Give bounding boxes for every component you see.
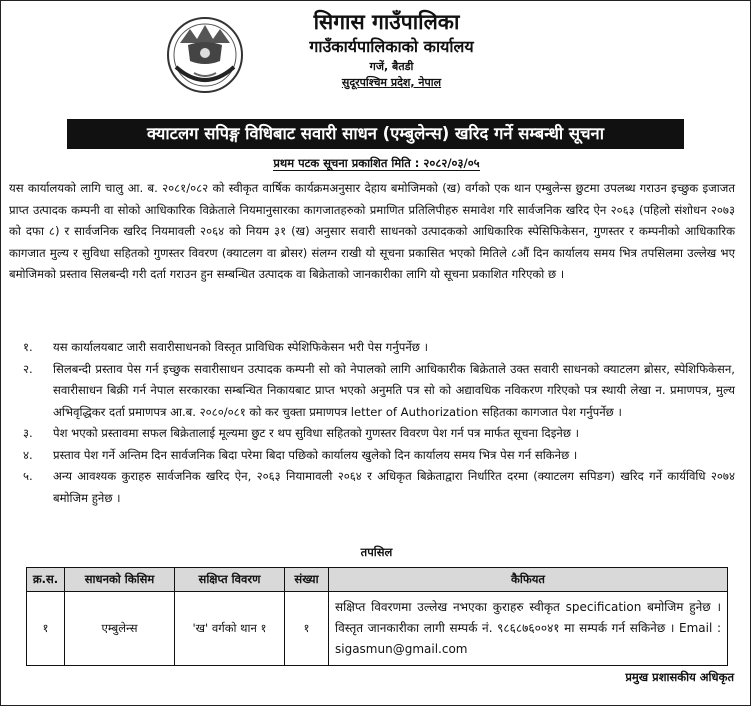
term-number: ३. [23,426,33,440]
cell-sn: १ [27,592,65,666]
publication-date [1,156,751,171]
term-number: ४. [23,447,33,462]
term-item [9,445,735,467]
term-text: सिलबन्दी प्रस्ताव पेस गर्न इच्छुक सवारीसाधन उत्पादक कम्पनी सो को नेपालको लागि आधिकारीक बिक्रेताले उक्त सवारी साधनको क्याटलग ब्रोसर, स्पेशिफिकेसन, सवारीसाधन बिक्री गर्न नेपाल सरकारका सम्बन्धित निकायबाट प्राप्त भएको अनुमति पत्र सो को अद्यावधिक नविकरण गरिएको पत्र स्थायी लेखा न. प्रमाणपत्र, मुल्य अभिवृद्धिकर दर्ता प्रमाणपत्र आ.ब. २०८०/०८१ को कर चुक्ता प्रमाणपत्र letter of Authorization सहितका कागजात पेश गर्नुपर्नेछ । [53,361,735,419]
term-text: पेश भएको प्रस्तावमा सफल बिक्रेतालाई मूल्यमा छुट र थप सुविधा सहितको गुणस्तर विवरण पेश गर्न पत्र मार्फत सूचना दिइनेछ । [53,426,580,440]
header-sn: क्र.स. [27,568,65,592]
header-quantity: संख्या [285,568,329,592]
term-number: ५. [23,469,33,483]
letterhead [1,9,751,91]
term-item [9,466,735,509]
schedule-table [26,567,728,666]
municipality-name: सिगास गाउँपालिका [313,10,460,34]
term-item [9,359,735,424]
term-number: २. [23,361,33,376]
term-text: यस कार्यालयबाट जारी सवारीसाधनको विस्तृत प्राविधिक स्पेशिफिकेसन भरी पेस गर्नुपर्नेछ । [53,340,428,354]
term-item [9,337,735,359]
term-text: प्रस्ताव पेश गर्ने अन्तिम दिन सार्वजनिक बिदा परेमा बिदा पछिको कार्यालय खुलेको दिन कार्यालय समय भित्र पेस गर्न सकिनेछ । [53,447,578,462]
term-number: १. [23,340,33,354]
publication-date-text: प्रथम पटक सूचना प्रकाशित मिति : २०८२/०३/०५ [273,156,480,170]
schedule-caption: तपसिल [360,545,393,559]
signoff-title: प्रमुख प्रशासकीय अधिकृत [625,670,734,684]
cell-quantity: १ [285,592,329,666]
table-row [27,592,728,666]
office-name: गाउँकार्यपालिकाको कार्यालय [309,37,474,56]
table-header-row [27,568,728,592]
office-province: सुदूरपश्चिम प्रदेश, नेपाल [341,76,442,89]
notice-title-banner: क्याटलग सपिङ्ग विधिबाट सवारी साधन (एम्बुलेन्स) खरिद गर्ने सम्बन्धी सूचना [67,119,684,149]
header-remarks: कैफियत [329,568,728,592]
term-text: अन्य आवश्यक कुराहरु सार्वजनिक खरिद ऐन, २०६३ नियामावली २०६४ र अधिकृत बिक्रेताद्वारा निर्धारित दरमा (क्याटलग सपिङग) खरिद गर्ने कार्यविधि २०७४ बमोजिम हुनेछ । [53,469,735,505]
header-description: सक्षिप्त विवरण [175,568,285,592]
office-place: गजें, बैतडी [369,60,414,73]
cell-type: एम्बुलेन्स [65,592,175,666]
term-item [9,423,735,445]
terms-list [9,337,735,509]
cell-description: 'ख' वर्गको थान १ [175,592,285,666]
intro-paragraph: यस कार्यालयको लागि चालु आ. ब. २०८१/०८२ को स्वीकृत वार्षिक कार्यक्रमअनुसार देहाय बमोजिमको (ख) वर्गको एक थान एम्बुलेन्स छुटमा उपलब्ध गराउन इच्छुक इजाजत प्राप्त उत्पादक कम्पनी वा सोको आधिकारिक विक्रेताले नियमानुसारका कागजातहरुको प्रमाणित प्रतिलिपीहरु समावेश गरि सार्वजनिक खरिद ऐन २०६३ (पहिलो संशोधन २०७३ को दफा ८) र सार्वजनिक खरिद नियमावली २०६४ को नियम ३१ (ख) अनुसार सवारी साधनको उत्पादकको आधिकारिक स्पेसिफिकेसन, गुणस्तर र कम्पनीको आधिकारिक कागजात मुल्य र सुविधा सहितको गुणस्तर विवरण (क्याटलग वा ब्रोसर) संलग्न राखी यो सूचना प्रकासित भएको मितिले ८औं दिन कार्यालय समय भित्र तपसिलमा उल्लेख भए बमोजिमको प्रस्ताव सिलबन्दी गरी दर्ता गराउन हुन सम्बन्धित उत्पादक वा बिक्रेताको जानकारीका लागि यो सूचना प्रकाशित गरिएको छ । [9,181,735,281]
header-type: साधनको किसिम [65,568,175,592]
cell-remarks: सक्षिप्त विवरणमा उल्लेख नभएका कुराहरु स्वीकृत specification बमोजिम हुनेछ । विस्तृत जानकारीका लागी सम्पर्क नं. ९८६८७६००४१ मा सम्पर्क गर्न सकिनेछ । Email : sigasmun@gmail.com [329,592,728,666]
